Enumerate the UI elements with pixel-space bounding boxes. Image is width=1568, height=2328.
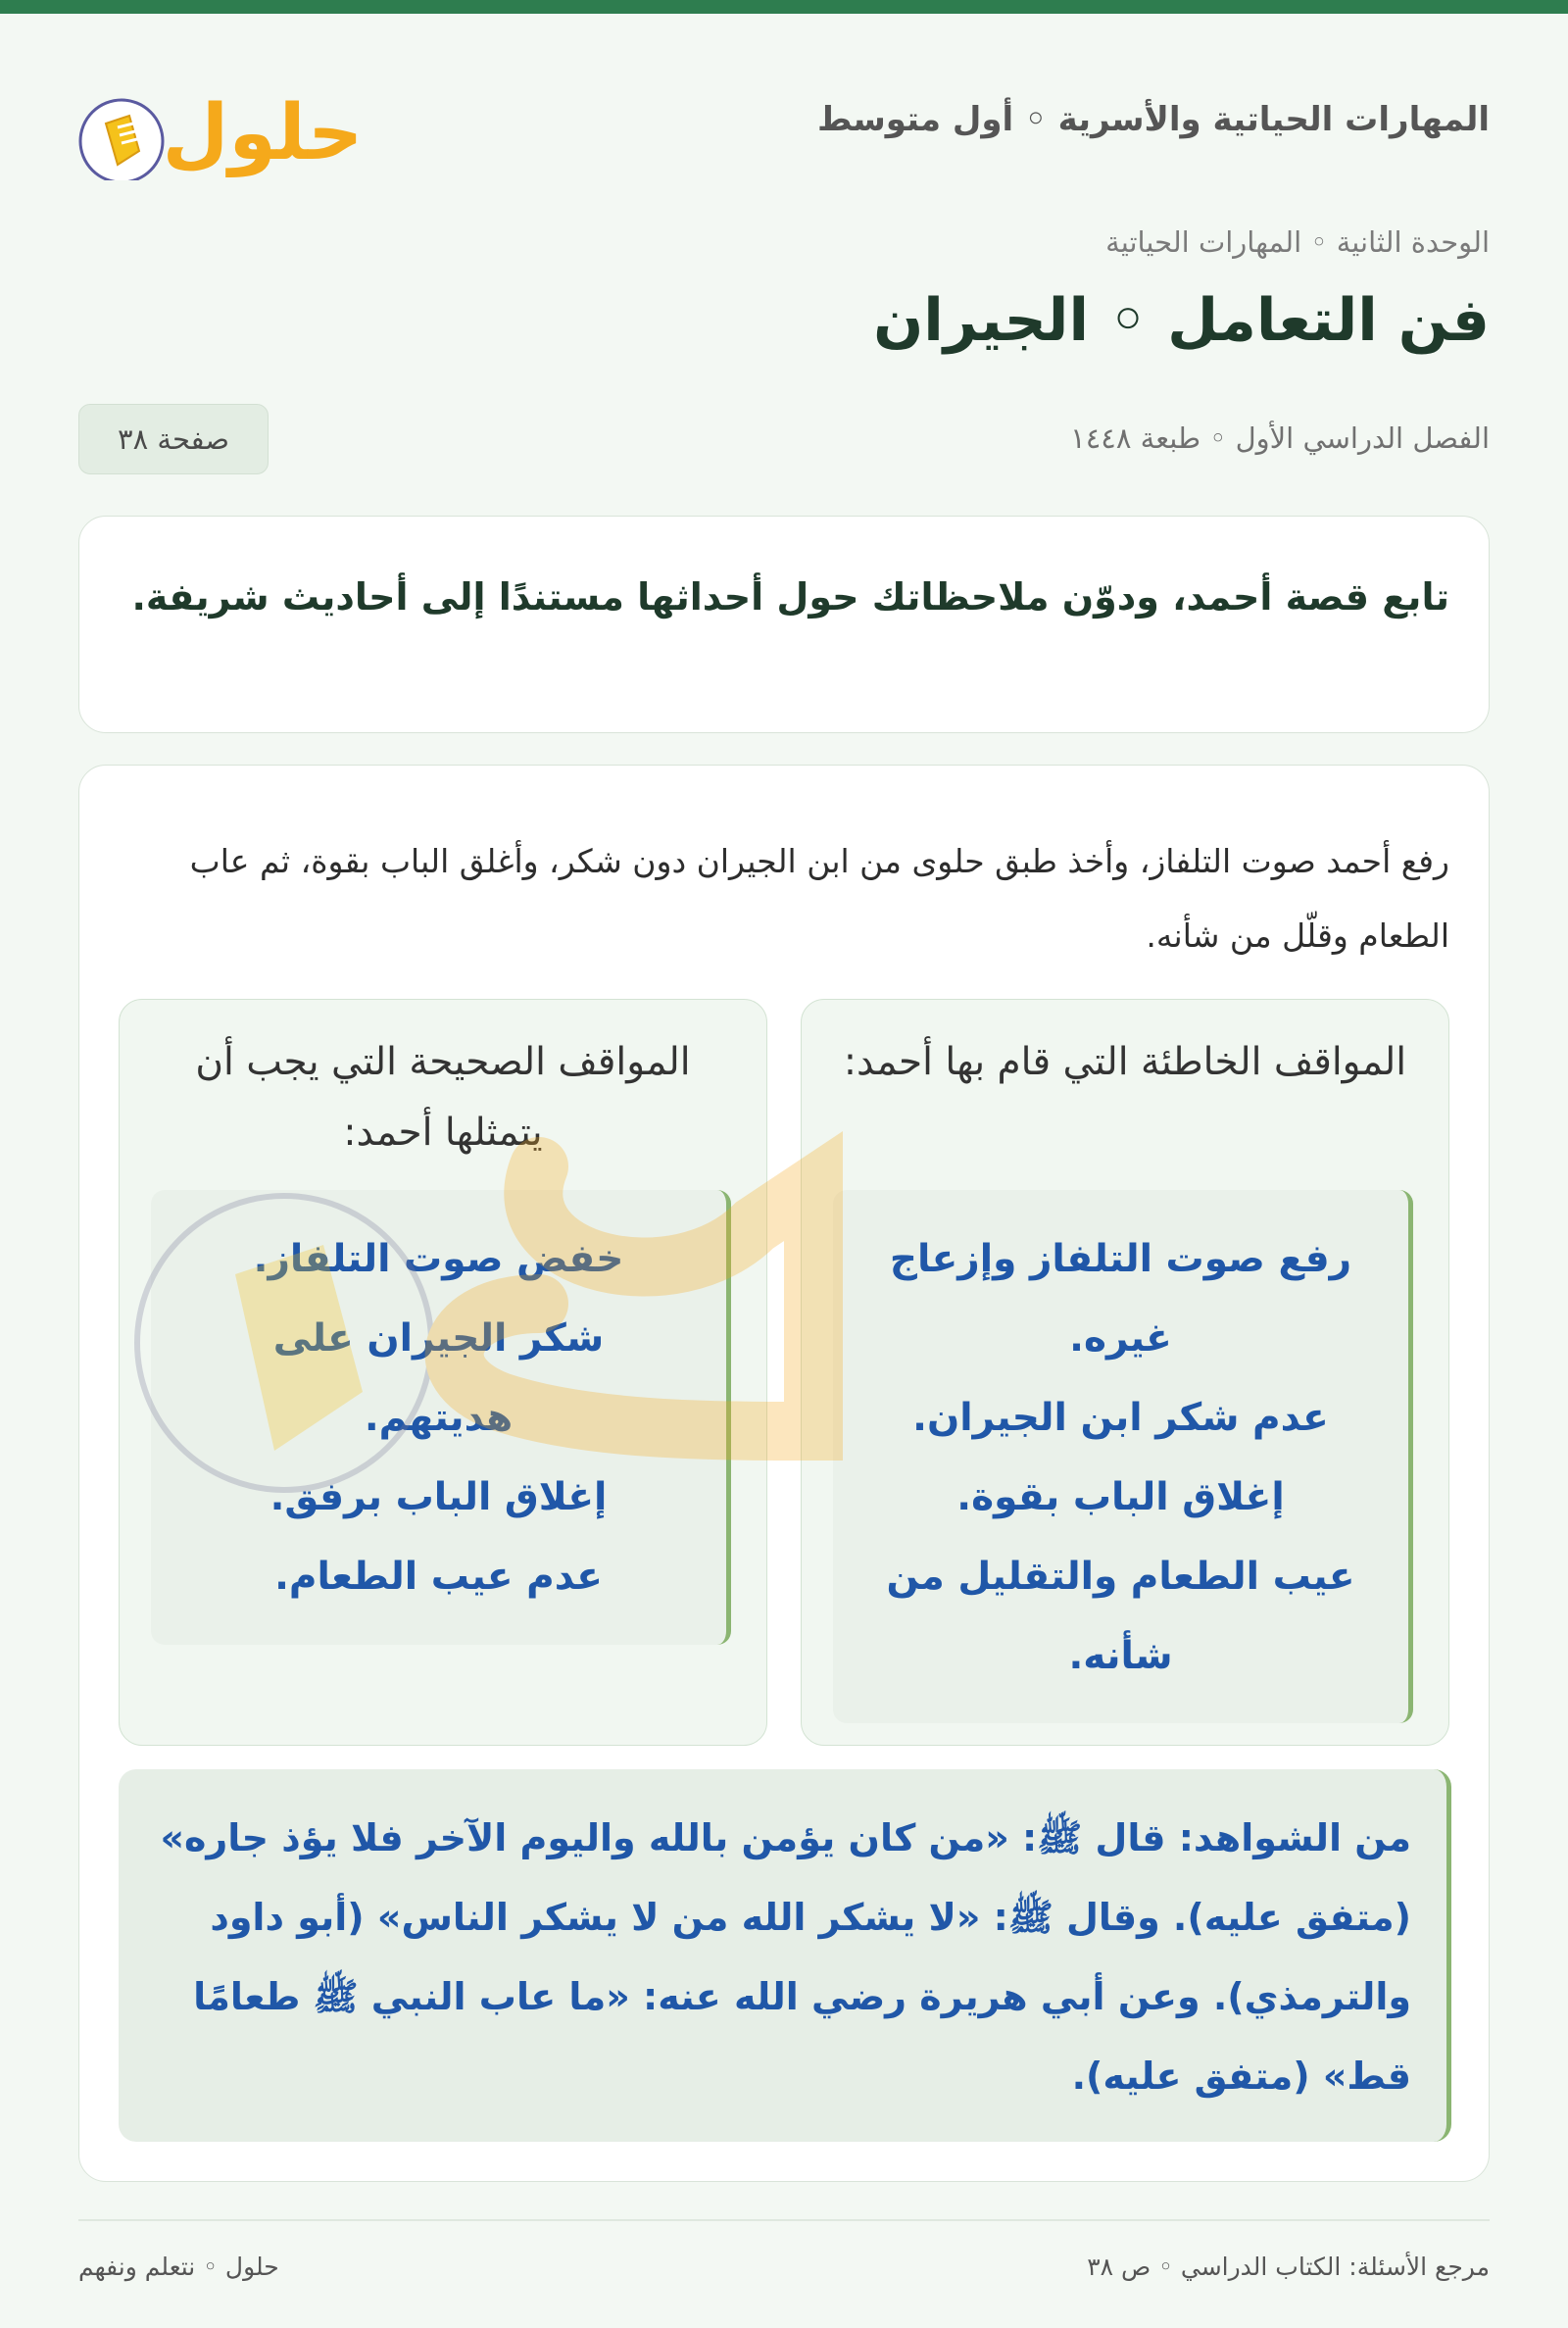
question-card xyxy=(78,516,1490,733)
answer-line: غيره. xyxy=(1069,1316,1172,1361)
answer-card xyxy=(78,765,1490,2182)
footer-divider xyxy=(78,2219,1490,2221)
site-logo[interactable] xyxy=(78,82,363,180)
answer-line: شكر الجيران على xyxy=(272,1316,605,1361)
wrong-actions-title: المواقف الخاطئة التي قام بها أحمد: xyxy=(843,1040,1407,1084)
wrong-actions-answer xyxy=(833,1190,1413,1723)
correct-actions-column xyxy=(119,999,767,1746)
answer-line: إغلاق الباب برفق. xyxy=(270,1475,608,1519)
answer-line: إغلاق الباب بقوة. xyxy=(956,1475,1285,1519)
wrong-actions-column xyxy=(801,999,1449,1746)
answer-line: رفع صوت التلفاز وإزعاج xyxy=(889,1237,1352,1281)
evidence-box: من الشواهد: قال ﷺ: «من كان يؤمن بالله واليوم الآخر فلا يؤذ جاره» (متفق عليه). وقال ﷺ: «لا يشكر الله من لا يشكر الناس» (أبو داود والترمذي). وعن أبي هريرة رضي الله عنه: «ما عاب النبي ﷺ طعامًا قط» (متفق عليه). xyxy=(119,1769,1451,2142)
book-icon xyxy=(80,100,163,180)
answer-line: هديتهم. xyxy=(364,1396,514,1440)
correct-actions-title: المواقف الصحيحة التي يجب أن يتمثلها أحمد: xyxy=(195,1040,691,1155)
answer-line: عدم عيب الطعام. xyxy=(274,1555,603,1599)
page-number-badge: صفحة ٣٨ xyxy=(78,404,269,474)
answer-line: عدم شكر ابن الجيران. xyxy=(912,1396,1329,1440)
semester-label: الفصل الدراسي الأول ◦ طبعة ١٤٤٨ xyxy=(1070,421,1490,455)
page-title: فن التعامل ◦ الجيران xyxy=(873,286,1490,355)
top-accent-bar xyxy=(0,0,1568,14)
story-text: رفع أحمد صوت التلفاز، وأخذ طبق حلوى من ابن الجيران دون شكر، وأغلق الباب بقوة، ثم عاب الطعام وقلّل من شأنه. xyxy=(189,842,1449,955)
logo-text: حلول xyxy=(162,89,363,177)
answer-line: عيب الطعام والتقليل من xyxy=(886,1555,1355,1599)
correct-actions-answer xyxy=(151,1190,731,1645)
footer-brand: حلول ◦ نتعلم ونفهم xyxy=(78,2253,279,2281)
answer-line: خفض صوت التلفاز. xyxy=(253,1237,624,1281)
answer-line: شأنه. xyxy=(1068,1634,1173,1678)
page-header xyxy=(78,69,1490,176)
unit-label: الوحدة الثانية ◦ المهارات الحياتية xyxy=(1105,225,1490,259)
footer-reference: مرجع الأسئلة: الكتاب الدراسي ◦ ص ٣٨ xyxy=(1087,2253,1490,2281)
question-text: تابع قصة أحمد، ودوّن ملاحظاتك حول أحداثها مستندًا إلى أحاديث شريفة. xyxy=(131,575,1449,619)
subject-title: المهارات الحياتية والأسرية ◦ أول متوسط xyxy=(816,100,1490,139)
